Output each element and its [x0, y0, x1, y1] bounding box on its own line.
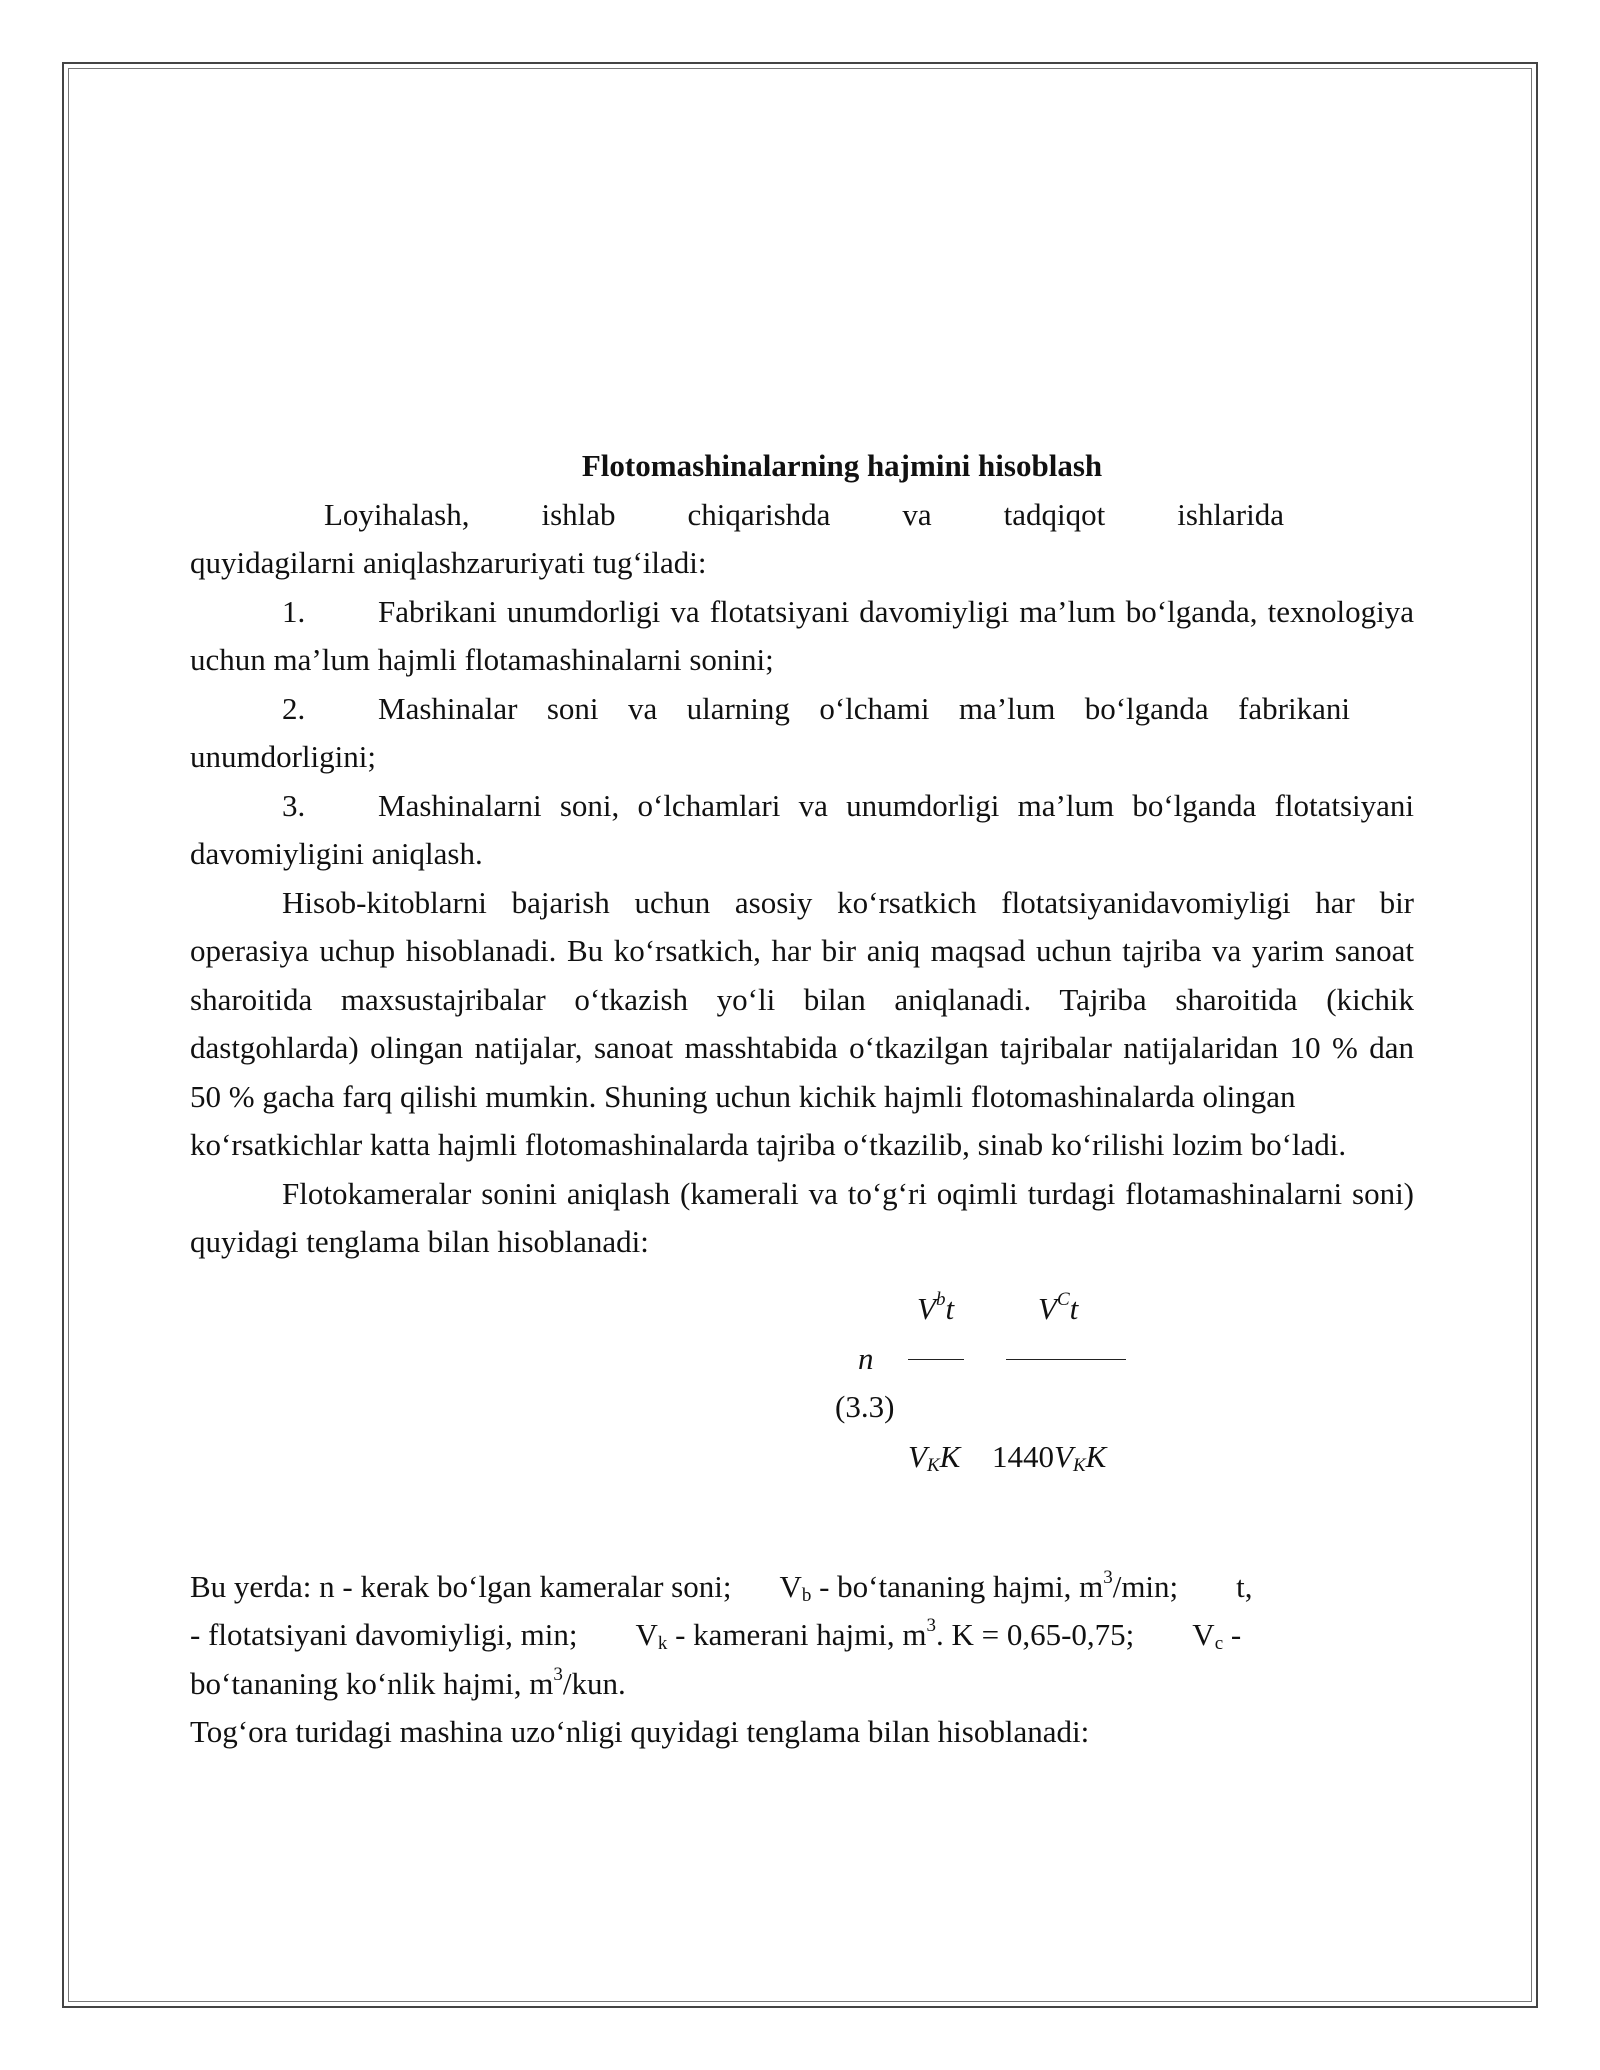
paragraph: ko‘rsatkichlar katta hajmli flotomashinalarda tajriba o‘tkazilib, sinab ko‘rilishi lozim bo‘ladi.: [190, 1127, 1347, 1162]
closing-line: Tog‘ora turidagi mashina uzo‘nligi quyidagi tenglama bilan hisoblanadi:: [190, 1714, 1090, 1749]
intro-line-1: [190, 491, 1414, 540]
paragraph: Hisob-kitoblarni bajarish uchun asosiy ko‘rsatkich flotatsiyanidavomiyligi har bir operasiya uchup hisoblanadi. Bu ko‘rsatkich, har bir aniq maqsad uchun tajriba va yarim sanoat sharoitida maxsustajribalar o‘tkazish yo‘li bilan aniqlanadi. Tajriba sharoitida (kichik dastgohlarda) olingan natijalar, sanoat masshtabida o‘tkazilgan tajribalar natijalaridan 10 % dan 50 % gacha farq qilishi mumkin. Shuning uchun kichik hajmli flotomashinalarda olingan: [190, 884, 1414, 1114]
formula-lhs: n: [858, 1340, 874, 1376]
paragraph: Flotokameralar sonini aniqlash (kamerali va to‘g‘ri oqimli turdagi flotamashinalarni soni) quyidagi tenglama bilan hisoblanadi:: [190, 1175, 1414, 1259]
list-number: 1.: [282, 593, 306, 629]
fraction-bar-2: [1006, 1359, 1126, 1360]
list-number: 2.: [282, 690, 306, 726]
list-item: [190, 782, 1414, 879]
list-item: [190, 685, 1414, 782]
list-item: [190, 588, 1414, 685]
formula-denominator-1: $V_KK$: [908, 1438, 961, 1476]
intro-word: ishlarida: [1177, 496, 1284, 532]
intro-line-2: quyidagilarni aniqlashzaruriyati tug‘iladi:: [190, 545, 707, 580]
section-title: Flotomashinalarning hajmini hisoblash: [581, 448, 1103, 483]
equation-number: (3.3): [835, 1388, 895, 1424]
equation-3-3: [190, 1288, 1414, 1533]
formula-numerator-2: $V^Ct$: [1038, 1288, 1079, 1326]
fraction-bar-1: [908, 1359, 964, 1360]
intro-word: ishlab: [541, 496, 616, 532]
intro-word: va: [902, 496, 932, 532]
formula-numerator-1: $V^bt$: [917, 1288, 955, 1326]
variables-line-1: Bu yerda: n - kerak bo‘lgan kameralar soni; $V_b$ - bo‘tananing hajmi, $m^3/\min$; t,: [190, 1566, 1253, 1606]
variables-line-2: - flotatsiyani davomiyligi, min; $V_k$ - kamerani hajmi, $m^3$. K = 0,65-0,75; $V_c$ -: [190, 1615, 1242, 1654]
variables-line-3: bo‘tananing ko‘nlik hajmi, $m^3$/kun.: [190, 1663, 626, 1701]
formula-denominator-2: $1440V_KK$: [992, 1438, 1107, 1476]
list-item-text: Fabrikani unumdorligi va flotatsiyani davomiyligi ma’lum bo‘lganda, texnologiya uchun ma’lum hajmli flotamashinalarni sonini;: [190, 593, 1414, 677]
intro-word: tadqiqot: [1003, 496, 1106, 532]
list-item-text: Mashinalar soni va ularning o‘lchami ma’lum bo‘lganda fabrikani unumdorligini;: [190, 690, 1350, 774]
list-item-text: Mashinalarni soni, o‘lchamlari va unumdorligi ma’lum bo‘lganda flotatsiyani davomiyligini aniqlash.: [190, 787, 1414, 871]
intro-word: Loyihalash,: [324, 496, 470, 532]
document-body: [190, 442, 1414, 1757]
list-number: 3.: [282, 787, 306, 823]
intro-word: chiqarishda: [687, 496, 831, 532]
